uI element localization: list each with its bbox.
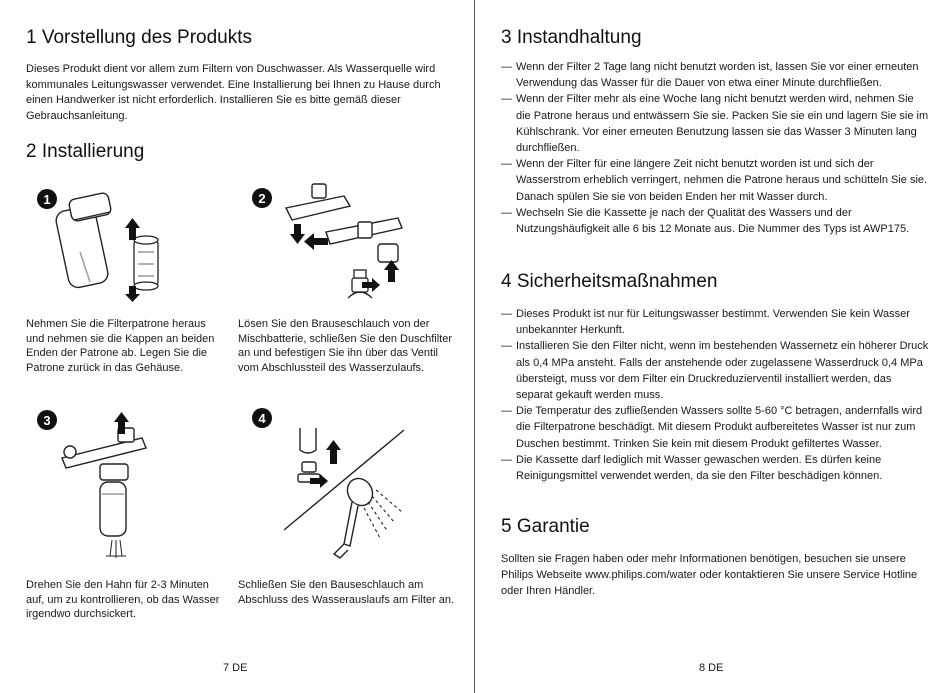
step-3-caption: Drehen Sie den Hahn für 2-3 Minuten auf, um zu kontrollieren, ob das Wasser irgendwo durchsickert.: [26, 579, 220, 620]
step-2-badge: [252, 188, 272, 208]
list-item: — Dieses Produkt ist nur für Leitungswasser bestimmt. Verwenden Sie kein Wasser unbekannter Herkunft.: [501, 306, 929, 338]
page-divider: [474, 0, 475, 693]
section5-title: 5 Garantie: [501, 516, 590, 537]
tap-with-filter-icon: [62, 428, 146, 536]
list-item: — Installieren Sie den Filter nicht, wenn im bestehenden Wassernetz ein höherer Druck als 0,4 MPa ansteht. Falls der anstehende oder zugelassene Wasserdruck 0,4 MPa übersteigt, muss vor dem Filter ein Druckreduzierventil installiert werden, das separat gekauft werden muss.: [501, 338, 929, 403]
arrow-up-icon: [384, 260, 399, 282]
step-2-caption: Lösen Sie den Brauseschlauch von der Mischbatterie, schließen Sie den Duschfilter an und befestigen Sie ihn über das Ventil vom Abschlussteil des Wasserzulaufs.: [238, 318, 452, 374]
list-item: — Die Kassette darf lediglich mit Wasser gewaschen werden. Es dürfen keine Reinigungsmittel verwendet werden, da sie den Filter beschädigen können.: [501, 452, 929, 484]
list-item: — Wenn der Filter mehr als eine Woche lang nicht benutzt werden wird, nehmen Sie die Patrone heraus und entwässern Sie sie. Packen Sie sie ein und lagern Sie sie im Kühlschrank. Vor einer erneuten Benutzung lassen sie das Wasser 3 Minuten lang durchfließen.: [501, 91, 929, 156]
section1-body: Dieses Produkt dient vor allem zum Filtern von Duschwasser. Als Wasserquelle wird kommunales Leitungswasser verwendet. Eine Installierung bei Ihnen zu Hause durch einen Handwerker ist nicht erforderlich. Installieren Sie es bitte gemäß dieser Gebrauchsanleitung.: [26, 63, 441, 122]
water-drops-icon: [106, 540, 126, 558]
shower-head-icon: [334, 474, 377, 558]
step-1-illustration: [30, 182, 190, 302]
page-number-right: 8 DE: [699, 662, 724, 674]
step-1-caption: Nehmen Sie die Filterpatrone heraus und nehmen sie die Kappen an beiden Enden der Patrone ab. Legen Sie die Patrone zurück in das Gehäuse.: [26, 318, 215, 374]
list-item: — Die Temperatur des zufließenden Wassers sollte 5-60 °C betragen, andernfalls wird die Filterpatrone beschädigt. Mit diesem Produkt aufbereitetes Wasser ist nur zum Duschen bestimmt. Trinken Sie kein mit diesem Produkt gefiltertes Wasser.: [501, 403, 929, 452]
cartridge-icon: [134, 236, 158, 290]
section2-title: 2 Installierung: [26, 141, 145, 162]
list-item: — Wechseln Sie die Kassette je nach der Qualität des Wassers und der Nutzungshäufigkeit alle 6 bis 12 Monate aus. Die Nummer des Typs ist AWP175.: [501, 205, 929, 237]
section3-title: 3 Instandhaltung: [501, 27, 642, 48]
mixer-tap-icon: [286, 184, 402, 262]
safety-list: [501, 306, 929, 484]
page-number-left: 7 DE: [223, 662, 248, 674]
arrow-left-icon: [304, 233, 328, 250]
filter-outlet-icon: [298, 428, 320, 482]
step-2-illustration: [248, 178, 418, 308]
step-3-number: 3: [43, 413, 51, 428]
right-page: [476, 0, 950, 693]
step-3-illustration: [30, 406, 190, 566]
step-4-illustration: [248, 404, 418, 564]
filter-housing-icon: [54, 192, 112, 289]
section1-title: 1 Vorstellung des Produkts: [26, 27, 253, 48]
list-item: — Wenn der Filter für eine längere Zeit nicht benutzt worden ist und sich der Wasserstrom erheblich verringert, nehmen die Patrone heraus und schütteln Sie sie. Danach spülen Sie sie von beiden Enden her mit Wasser durch.: [501, 156, 929, 205]
list-item: — Wenn der Filter 2 Tage lang nicht benutzt worden ist, lassen Sie vor einer erneuten Verwendung das Wasser für die Dauer von etwa einer Minute durchfließen.: [501, 59, 929, 91]
left-page: [0, 0, 474, 693]
arrow-up-icon: [326, 440, 341, 464]
section5-body: Sollten sie Fragen haben oder mehr Informationen benötigen, besuchen sie unsere Philips Webseite www.philips.com/water oder kontaktieren Sie unsere Service Hotline oder Ihren Händler.: [501, 553, 918, 597]
step-4-caption: Schließen Sie den Bauseschlauch am Abschluss des Wasserauslaufs am Filter an.: [238, 579, 455, 606]
step-2-number: 2: [258, 191, 266, 206]
step-4-number: 4: [258, 411, 266, 426]
arrow-down-icon: [290, 224, 305, 244]
step-1-number: 1: [43, 192, 51, 207]
step-1-badge: [37, 189, 57, 209]
step-3-badge: [37, 410, 57, 430]
step-4-badge: [252, 408, 272, 428]
section4-title: 4 Sicherheitsmaßnahmen: [501, 271, 718, 292]
maintenance-list: [501, 59, 929, 237]
